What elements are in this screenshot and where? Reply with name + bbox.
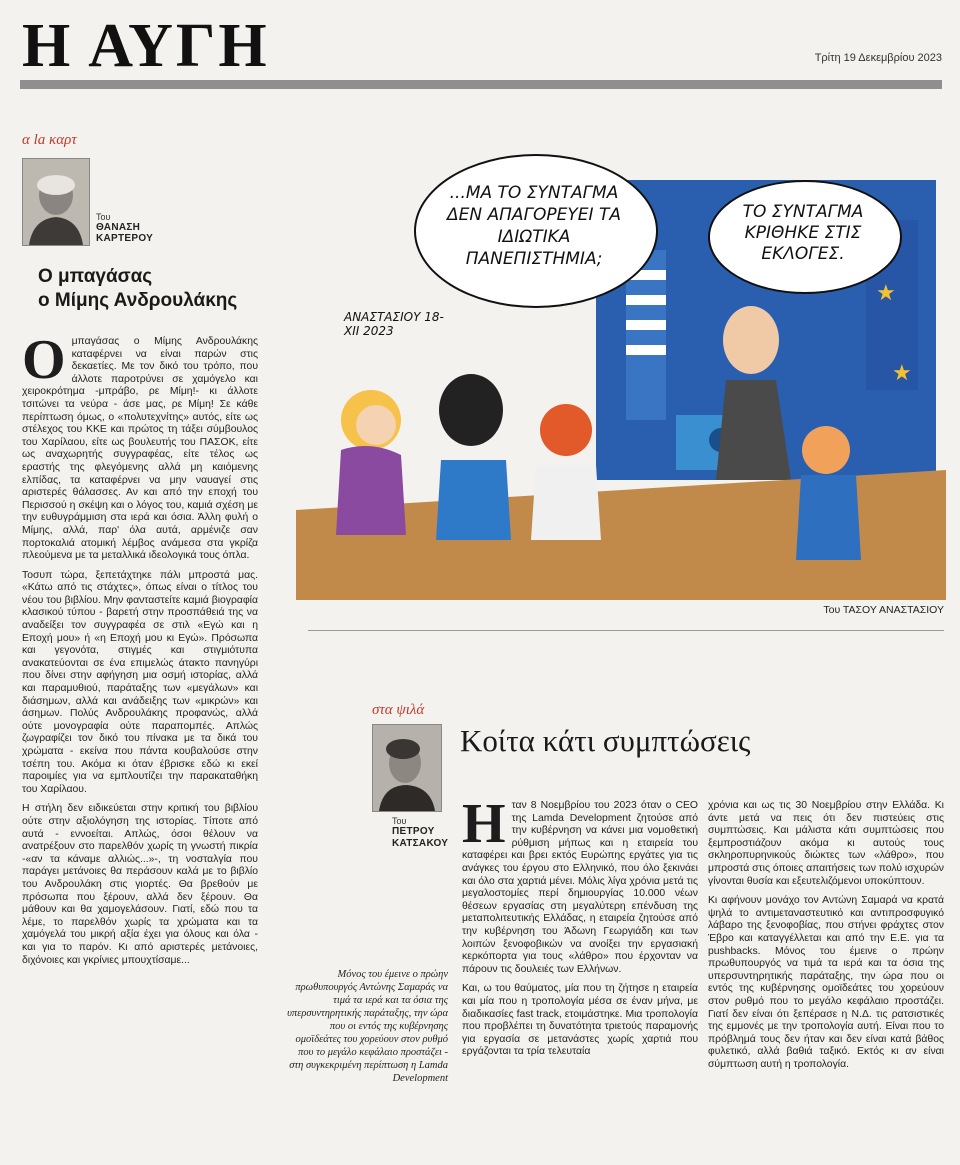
section-label-sta-psila: στα ψιλά [372,702,425,718]
paragraph: Κι αφήνουν μονάχο τον Αντώνη Σαμαρά να κρατά ψηλά το αντιμεταναστευτικό και αντιπροσφυγικό λάβαρο της ξενοφοβίας, που στήνει φράχτες στον Έβρο και καταγγέλλεται και από την Ε.Ε. για τα pushbacks. Μόνος του έμεινε ο πρώην πρωθυπουργός να τιμά τα ιερά και τα όσια της υπερσυντηρητικής παράταξης, την ώρα που οι εντός της κυβέρνησης ομοϊδεάτες του χορεύουν στον ρυθμό που το μεγάλο κεφάλαιο προστάζει. Γιατί δεν είναι ότι ξεπέρασε η Ν.Δ. τις ρατσιστικές της εμμονές με την τροπολογία αυτή. Είναι που το πρόβλημά τους δεν ήταν και δεν είναι κατά βάθος φυλετικό, αλλά βαθιά ταξικό. Εκτός κι αν είναι σύμπτωση αυτή η τροπολογία. [708,895,944,1070]
author-prefix: Του [96,212,111,222]
dropcap: Ο [22,336,66,391]
article-title-line2: ο Μίμης Ανδρουλάκης [38,290,238,311]
left-article-body [22,336,258,1152]
header-rule [20,80,942,89]
svg-text:★: ★ [876,280,896,305]
cartoonist-signature: ΑΝΑΣΤΑΣΙΟΥ 18-XII 2023 [344,310,444,338]
author-photo-katsakou [372,724,442,812]
issue-date: Τρίτη 19 Δεκεμβρίου 2023 [814,52,942,64]
paragraph: μπαγάσας ο Μίμης Ανδρουλάκης καταφέρνει να είναι παρών στις δεκαετίες. Με τον δικό του τρόπο, που άλλοτε παροτρύνει σε χαμόγελο και χειροκρότημα -μπράβο, ρε Μίμη!- κι άλλοτε τσιτώνει τα νεύρα - άσε μας, ρε Μίμη! Σε κάθε περίπτωση όμως, ο «πολυτεχνίτης» αυτός, είτε ως στέλεχος του ΚΚΕ και πρώτος τη τάξει σύμβουλος του Χαρίλαου, είτε ως βουλευτής του ΠΑΣΟΚ, είτε ως αναχωρητής συγγραφέας, είτε τέλος ως εραστής της φλεγόμενης αλλά μη καιόμενης ελπίδας, τα καταφέρνει να μην ναυαγεί στις αριστερές θάλασσες. Αν και από την εποχή του Περισσού η σκέψη και ο λόγος του, καμιά σχέση με την ευθυγράμμιση στα ιερά και όσια. Άλλη φυλή ο Μίμης, αλλά, παρ' όλα αυτά, αρμένιζε σαν πορτοκαλιά ατομική λέμβος ανάμεσα στα γκρίζα πλεούμενα με τα μεταλλικά ιδεολογικά τους όπλα. [22,336,258,562]
speech-bubble-right-text: ΤΟ ΣΥΝΤΑΓΜΑ ΚΡΙΘΗΚΕ ΣΤΙΣ ΕΚΛΟΓΕΣ. [742,202,864,264]
article-title: Κοίτα κάτι συμπτώσεις [460,723,751,758]
dropcap: Η [462,800,506,855]
masthead-title: Η ΑΥΓΗ [22,12,270,80]
pull-quote: Μόνος του έμεινε ο πρώην πρωθυπουργός Αντώνης Σαμαράς να τιμά τα ιερά και τα όσια της υπερσυντηρητικής παράταξης, την ώρα που οι εντός της κυβέρνησης ομοϊδεάτες του χορεύουν στον ρυθμό που το μεγάλο κεφάλαιο προστάζει - στη συγκεκριμένη περίπτωση η Lamda Development [287,969,448,1084]
section-label-a-la-carte: α la καρτ [22,132,77,148]
author-last-name: ΚΑΡΤΕΡΟΥ [96,233,154,244]
paragraph: Τοσυπ τώρα, ξεπετάχτηκε πάλι μπροστά μας. «Κάτω από τις στάχτες», όπως είναι ο τίτλος του νέου του βιβλίου. Μην φανταστείτε καμιά βιογραφία κλασικού τύπου - βαρετή στην προσπάθειά της να αναδείξει τον συγγραφέα σε στιλ «Εγώ και η Εποχή μου» ή «η Εποχή μου κι Εγώ». Πρόσωπα και γεγονότα, στιγμές και στιγμιότυπα ανακατεύονται σε ένα επιμελώς άτακτο πανηγύρι που δίνει στην αφήγηση μια οσμή ιστορίας, αλλά και παραμυθιού, παράταξης των «μεγάλων» και διάσημων, αλλά και ανάδειξης των «μικρών» και άσημων. Πολύς Ανδρουλάκης προφανώς, αλλά ούτε μονογραφία ούτε παραπομπές. Απλώς ζωγραφίζει τον δικό του πίνακα με τα δικά του χρώματα - εκείνα που πάντα κουβαλούσε στην τσέπη του. Ακόμα κι όταν έβρισκε εδώ κι εκεί παροιμίες για να εμπλουτίζει την παρακαταθήκη του Χαρίλαου. [22,569,258,795]
section-divider [308,630,944,631]
author-first-name: ΠΕΤΡΟΥ [392,826,435,837]
author-first-name: ΘΑΝΑΣΗ [96,222,141,233]
author-photo-karterou [22,158,90,246]
paragraph: Και, ω του θαύματος, μία που τη ζήτησε η εταιρεία και μία που η τροπολογία μέσα σε έναν μήνα, με διαδικασίες fast track, ετοιμάστηκε. Μια τροπολογία που προβλέπει τη δυνατότητα τριετούς παραμονής για εργασία σε μετανάστες χωρίς χαρτιά που εργάζονται τα τρία τελευταία [462,983,698,1058]
right-article-column-1 [462,800,698,1152]
article-title-line1: Ο μπαγάσας [38,266,153,287]
author-prefix: Του [392,816,407,826]
cartoon-credit-name: ΤΑΣΟΥ ΑΝΑΣΤΑΣΙΟΥ [842,604,944,616]
paragraph: ταν 8 Νοεμβρίου του 2023 όταν ο CEO της Lamda Development ζητούσε από την κυβέρνηση να κάνει μια νομοθετική ρύθμιση μήπως και η εταιρεία του καταφέρει και βρει εκτός Ευρώπης εργάτες για τις ανάγκες του έργου στο Ελληνικό, που όλο ξεκινάει και όλο στα χαρτιά μένει. Μόλις λίγα χρόνια μετά τις μεγαλοστομίες περί δημιουργίας 10.000 νέων θέσεων εργασίας στη μεγαλύτερη επένδυση της μεταπολιτευτικής Ελλάδας, η εταιρεία ζητούσε από την κυβέρνηση του Άδωνη Γεωργιάδη και των λοιπών ξενοφοβικών να ανοίξει την εργασιακή κερκόπορτα για τους «λάθρο» που έρχονταν να πάρουν τις δουλειές των Ελλήνων. [462,800,698,975]
speech-bubble-left-text: ...ΜΑ ΤΟ ΣΥΝΤΑΓΜΑ ΔΕΝ ΑΠΑΓΟΡΕΥΕΙ ΤΑ ΙΔΙΩΤΙΚΑ ΠΑΝΕΠΙΣΤΗΜΙΑ; [447,183,621,269]
paragraph: Η στήλη δεν ειδικεύεται στην κριτική του βιβλίου ούτε στην αξιολόγηση της ιστορίας. Τίποτε από αυτά - εννοείται. Απλώς, όσοι θέλουν να ανατρέξουν στο παρελθόν χωρίς τη γνωστή πικρία -«αν τα κάναμε αλλιώς...»-, τη νοσταλγία που παράγει μετάνοιες θα περάσουν καλά με το βιβλίο του Ανδρουλάκη στις γιορτές. Θα βρεθούν με πρόσωπα που ξέρουν, αλλά δεν ξέρουν. Θα μάθουν και θα χαμογελάσουν. Γιατί, εδώ που τα λέμε, το παρελθόν χωρίς τα χρώματα και τα χαμόγελά του μικρή αξία έχει για όλους και όλα - και για το παρόν. Κι από αριστερές μετάνοιες, διχόνοιες και γκρίνιες μπουχτίσαμε... [22,803,258,966]
right-article-column-2 [708,800,944,1152]
svg-text:★: ★ [892,360,912,385]
author-last-name: ΚΑΤΣΑΚΟΥ [392,838,449,849]
paragraph: χρόνια και ως τις 30 Νοεμβρίου στην Ελλάδα. Κι άντε μετά να πεις ότι δεν πιστεύεις στις συμπτώσεις. Και μάλιστα κάτι συμπτώσεις που ξεμπροστιάζουν ακόμα κι αυτούς τους σκληροπυρηνικούς διώκτες των «λάθρο», που μπροστά στις όποιες απαιτήσεις των πολύ ισχυρών γίνονται θυσία και εξευτελιζόμενοι υποκύπτουν. [708,800,944,887]
cartoon-credit-prefix: Του [823,604,841,616]
cartoon-credit [823,604,944,616]
editorial-cartoon [296,140,946,600]
